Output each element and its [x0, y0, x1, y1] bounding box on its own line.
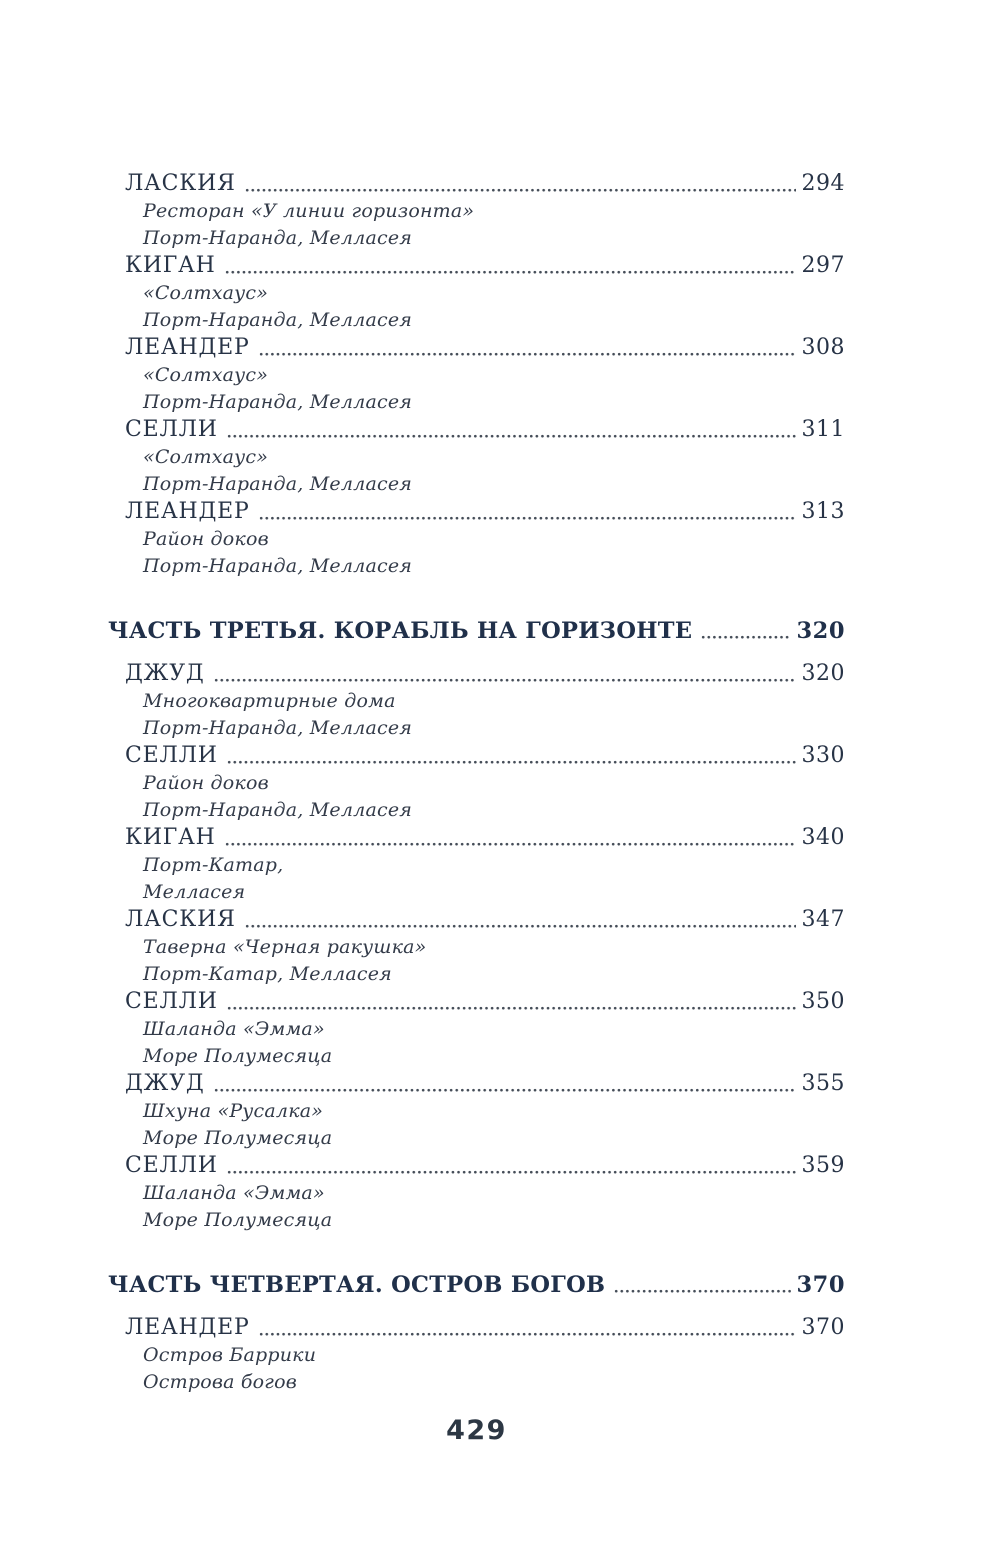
toc-entry-page-number: 347 — [801, 907, 845, 932]
toc-entry-page-number: 294 — [801, 171, 845, 196]
toc-entry — [108, 824, 845, 906]
toc-entry-place: Таверна «Черная ракушка» — [143, 936, 427, 958]
dot-leader — [245, 924, 796, 929]
toc-part-heading: ЧАСТЬ ТРЕТЬЯ. КОРАБЛЬ НА ГОРИЗОНТЕ — [108, 618, 693, 644]
toc-entry-title: ЛАСКИЯ — [125, 171, 236, 196]
toc-entry — [108, 660, 845, 742]
dot-leader — [225, 842, 796, 847]
toc-part-heading: ЧАСТЬ ЧЕТВЕРТАЯ. ОСТРОВ БОГОВ — [108, 1272, 606, 1298]
toc-entry-place: Шаланда «Эмма» — [143, 1182, 325, 1204]
toc-entry-place: «Солтхаус» — [143, 446, 269, 468]
toc-entry-row — [125, 334, 845, 362]
toc-entry — [108, 498, 845, 580]
toc-entry — [108, 170, 845, 252]
toc-entry-row — [125, 1070, 845, 1098]
toc-entry-page-number: 340 — [801, 825, 845, 850]
dot-leader — [214, 678, 796, 683]
toc-part-heading-row — [108, 616, 845, 646]
toc-entry-place: Район доков — [143, 772, 269, 794]
toc-entry-location: Море Полумесяца — [143, 1127, 333, 1149]
toc-entry-row — [125, 252, 845, 280]
toc-entry-location: Порт-Наранда, Мелласея — [143, 227, 413, 249]
toc-entry-location: Порт-Наранда, Мелласея — [143, 473, 413, 495]
dot-leader — [614, 1289, 790, 1294]
toc-entry-page-number: 359 — [801, 1153, 845, 1178]
toc-entry-page-number: 313 — [801, 499, 845, 524]
toc-entry-title: ЛЕАНДЕР — [125, 499, 250, 524]
toc-entry-title: СЕЛЛИ — [125, 417, 218, 442]
toc-entry-place: Район доков — [143, 528, 269, 550]
toc-entry-row — [125, 416, 845, 444]
toc-entry-location: Порт-Наранда, Мелласея — [143, 555, 413, 577]
toc-entry-row — [125, 660, 845, 688]
toc-entry-title: ДЖУД — [125, 1071, 205, 1096]
toc-entry-page-number: 297 — [801, 253, 845, 278]
toc-entry-place: Шхуна «Русалка» — [143, 1100, 324, 1122]
toc-entry-page-number: 370 — [801, 1315, 845, 1340]
toc-entry — [108, 1314, 845, 1396]
dot-leader — [259, 352, 796, 357]
toc-entry — [108, 416, 845, 498]
toc-entry — [108, 906, 845, 988]
toc-entry-row — [125, 170, 845, 198]
toc-entry — [108, 334, 845, 416]
toc-entry-place: «Солтхаус» — [143, 364, 269, 386]
toc-entry-place: «Солтхаус» — [143, 282, 269, 304]
toc-entry-row — [125, 988, 845, 1016]
table-of-contents — [108, 170, 845, 1448]
toc-entry-title: СЕЛЛИ — [125, 1153, 218, 1178]
dot-leader — [701, 635, 790, 640]
dot-leader — [245, 188, 796, 193]
toc-entry-location: Порт-Наранда, Мелласея — [143, 309, 413, 331]
toc-entry-location: Порт-Наранда, Мелласея — [143, 391, 413, 413]
toc-entry-title: КИГАН — [125, 253, 216, 278]
toc-entry-title: ЛЕАНДЕР — [125, 1315, 250, 1340]
toc-entry-row — [125, 1314, 845, 1342]
page-number: 429 — [446, 1415, 507, 1446]
toc-entry-page-number: 308 — [801, 335, 845, 360]
dot-leader — [259, 1332, 796, 1337]
toc-entry-title: СЕЛЛИ — [125, 989, 218, 1014]
toc-entry-place: Ресторан «У линии горизонта» — [143, 200, 475, 222]
dot-leader — [225, 270, 796, 275]
toc-entry-row — [125, 824, 845, 852]
toc-entry-page-number: 355 — [801, 1071, 845, 1096]
toc-entry-title: ЛАСКИЯ — [125, 907, 236, 932]
toc-part-page-number: 320 — [796, 618, 845, 644]
toc-entry — [108, 1070, 845, 1152]
toc-entry-row — [125, 1152, 845, 1180]
toc-entry-title: ДЖУД — [125, 661, 205, 686]
toc-entry-location: Острова богов — [143, 1371, 297, 1393]
toc-part-page-number: 370 — [796, 1272, 845, 1298]
toc-entry — [108, 252, 845, 334]
toc-entry-place: Остров Баррики — [143, 1344, 317, 1366]
toc-entry-location: Море Полумесяца — [143, 1209, 333, 1231]
toc-entry-row — [125, 906, 845, 934]
toc-entry-location: Мелласея — [143, 881, 246, 903]
toc-entry-location: Море Полумесяца — [143, 1045, 333, 1067]
toc-entry-page-number: 311 — [801, 417, 845, 442]
toc-entry-place: Шаланда «Эмма» — [143, 1018, 325, 1040]
toc-entry-location: Порт-Наранда, Мелласея — [143, 717, 413, 739]
toc-entry-page-number: 350 — [801, 989, 845, 1014]
toc-part-heading-row — [108, 1270, 845, 1300]
toc-entry-title: ЛЕАНДЕР — [125, 335, 250, 360]
dot-leader — [214, 1088, 796, 1093]
toc-entry-row — [125, 742, 845, 770]
dot-leader — [227, 760, 796, 765]
dot-leader — [259, 516, 796, 521]
toc-entry-title: КИГАН — [125, 825, 216, 850]
toc-entry-page-number: 320 — [801, 661, 845, 686]
toc-entry — [108, 988, 845, 1070]
toc-entry-location: Порт-Наранда, Мелласея — [143, 799, 413, 821]
toc-entry-place: Порт-Катар, — [143, 854, 284, 876]
toc-entry — [108, 1152, 845, 1234]
toc-entry-row — [125, 498, 845, 526]
toc-entry-page-number: 330 — [801, 743, 845, 768]
toc-entry-location: Порт-Катар, Мелласея — [143, 963, 392, 985]
dot-leader — [227, 1170, 796, 1175]
toc-entry — [108, 742, 845, 824]
dot-leader — [227, 434, 796, 439]
toc-entry-title: СЕЛЛИ — [125, 743, 218, 768]
toc-entry-place: Многоквартирные дома — [143, 690, 396, 712]
dot-leader — [227, 1006, 796, 1011]
